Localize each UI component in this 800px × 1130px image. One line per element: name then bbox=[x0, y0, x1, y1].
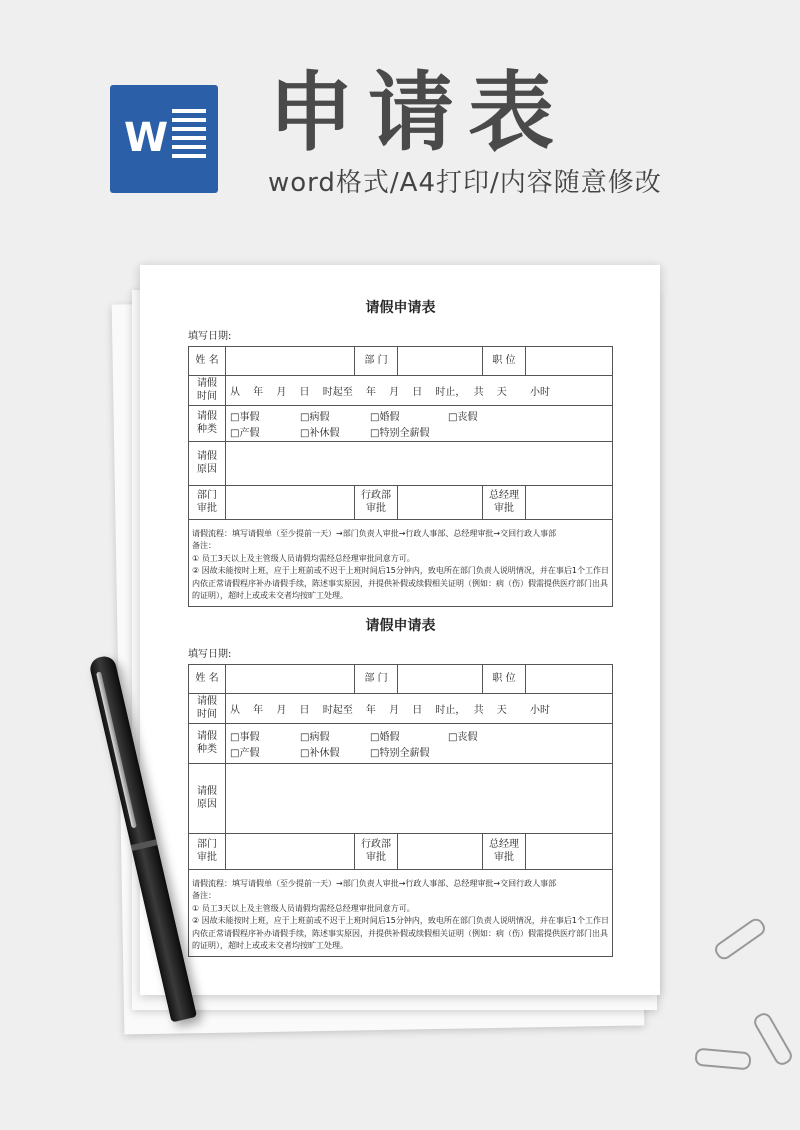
position-field[interactable] bbox=[526, 665, 613, 694]
leave-type-label: 请假种类 bbox=[189, 406, 226, 442]
form-title: 请假申请表 bbox=[365, 618, 436, 634]
notes-heading: 备注： bbox=[192, 541, 216, 551]
leave-time-field[interactable]: 从 年 月 日 时起至 年 月 日 时止， 共 天 小时 bbox=[226, 376, 613, 406]
name-label: 姓 名 bbox=[189, 665, 226, 694]
notes-heading: 备注： bbox=[192, 891, 216, 901]
dept-approval-field[interactable] bbox=[226, 834, 355, 870]
notes-box bbox=[188, 870, 613, 957]
leave-type-options bbox=[226, 724, 613, 764]
dept-approval-field[interactable] bbox=[226, 486, 355, 520]
checkbox-marriage-leave[interactable]: □婚假 bbox=[370, 412, 400, 423]
leave-time-field[interactable]: 从 年 月 日 时起至 年 月 日 时止， 共 天 小时 bbox=[226, 694, 613, 724]
position-label: 职 位 bbox=[483, 665, 526, 694]
leave-type-options bbox=[226, 406, 613, 442]
gm-approval-label: 总经理审批 bbox=[483, 834, 526, 870]
form-title: 请假申请表 bbox=[365, 300, 436, 316]
leave-time-label: 请假时间 bbox=[189, 694, 226, 724]
checkbox-paid-leave[interactable]: □特别全薪假 bbox=[370, 428, 430, 439]
paperclip-icon bbox=[712, 916, 768, 963]
paperclip-icon bbox=[751, 1010, 795, 1067]
checkbox-sick-leave[interactable]: □病假 bbox=[300, 412, 330, 423]
notes-item-2: ② 因故未能按时上班，应于上班前或不迟于上班时间后15分钟内，致电所在部门负责人说明情况，并在事后1个工作日内依正常请假程序补办请假手续，陈述事实原因，并提供补假或续假相关证明（例如：病（伤）假需提供医疗部门出具的证明），超时上或或未交者均按旷工处理。 bbox=[192, 916, 609, 950]
leave-type-label: 请假种类 bbox=[189, 724, 226, 764]
checkbox-personal-leave[interactable]: □事假 bbox=[230, 412, 260, 423]
fill-date-label: 填写日期: bbox=[188, 331, 232, 342]
gm-approval-field[interactable] bbox=[526, 834, 613, 870]
admin-approval-field[interactable] bbox=[398, 486, 483, 520]
leave-table bbox=[188, 346, 613, 520]
gm-approval-label: 总经理审批 bbox=[483, 486, 526, 520]
leave-table bbox=[188, 664, 613, 870]
page-title: 申请表 bbox=[268, 63, 568, 163]
checkbox-maternity-leave[interactable]: □产假 bbox=[230, 428, 260, 439]
admin-approval-label: 行政部审批 bbox=[355, 834, 398, 870]
checkbox-compensatory-leave[interactable]: □补休假 bbox=[300, 748, 340, 759]
checkbox-compensatory-leave[interactable]: □补休假 bbox=[300, 428, 340, 439]
admin-approval-field[interactable] bbox=[398, 834, 483, 870]
word-app-icon bbox=[110, 85, 218, 193]
document-page bbox=[140, 265, 660, 995]
document-lines-icon bbox=[172, 109, 206, 163]
paperclip-icon bbox=[694, 1048, 751, 1071]
notes-item-1: ① 员工3天以上及主管级人员请假均需经总经理审批同意方可。 bbox=[192, 553, 415, 563]
dept-field[interactable] bbox=[398, 347, 483, 376]
gm-approval-field[interactable] bbox=[526, 486, 613, 520]
leave-time-label: 请假时间 bbox=[189, 376, 226, 406]
leave-reason-field[interactable] bbox=[226, 764, 613, 834]
dept-label: 部 门 bbox=[355, 665, 398, 694]
name-label: 姓 名 bbox=[189, 347, 226, 376]
checkbox-marriage-leave[interactable]: □婚假 bbox=[370, 732, 400, 743]
leave-reason-label: 请假原因 bbox=[189, 442, 226, 486]
checkbox-bereavement-leave[interactable]: □丧假 bbox=[448, 732, 478, 743]
dept-label: 部 门 bbox=[355, 347, 398, 376]
checkbox-sick-leave[interactable]: □病假 bbox=[300, 732, 330, 743]
checkbox-maternity-leave[interactable]: □产假 bbox=[230, 748, 260, 759]
checkbox-paid-leave[interactable]: □特别全薪假 bbox=[370, 748, 430, 759]
dept-approval-label: 部门审批 bbox=[189, 834, 226, 870]
dept-field[interactable] bbox=[398, 665, 483, 694]
leave-form-1 bbox=[188, 297, 613, 607]
notes-box bbox=[188, 520, 613, 607]
notes-process: 请假流程：填写请假单（至少提前一天）→部门负责人审批→行政人事部、总经理审批→交回行政人事部 bbox=[192, 879, 557, 888]
name-field[interactable] bbox=[226, 665, 355, 694]
notes-item-2: ② 因故未能按时上班，应于上班前或不迟于上班时间后15分钟内，致电所在部门负责人说明情况，并在事后1个工作日内依正常请假程序补办请假手续，陈述事实原因，并提供补假或续假相关证明（例如：病（伤）假需提供医疗部门出具的证明），超时上或或未交者均按旷工处理。 bbox=[192, 566, 609, 600]
leave-form-2 bbox=[188, 615, 613, 957]
admin-approval-label: 行政部审批 bbox=[355, 486, 398, 520]
notes-process: 请假流程：填写请假单（至少提前一天）→部门负责人审批→行政人事部、总经理审批→交回行政人事部 bbox=[192, 529, 557, 538]
fill-date-label: 填写日期: bbox=[188, 649, 232, 660]
position-field[interactable] bbox=[526, 347, 613, 376]
position-label: 职 位 bbox=[483, 347, 526, 376]
dept-approval-label: 部门审批 bbox=[189, 486, 226, 520]
notes-item-1: ① 员工3天以上及主管级人员请假均需经总经理审批同意方可。 bbox=[192, 903, 415, 913]
checkbox-personal-leave[interactable]: □事假 bbox=[230, 732, 260, 743]
page-subtitle: word格式/A4打印/内容随意修改 bbox=[268, 168, 662, 198]
leave-reason-label: 请假原因 bbox=[189, 764, 226, 834]
name-field[interactable] bbox=[226, 347, 355, 376]
word-icon-letter: W bbox=[124, 115, 169, 161]
pen-band bbox=[131, 839, 158, 851]
checkbox-bereavement-leave[interactable]: □丧假 bbox=[448, 412, 478, 423]
leave-reason-field[interactable] bbox=[226, 442, 613, 486]
